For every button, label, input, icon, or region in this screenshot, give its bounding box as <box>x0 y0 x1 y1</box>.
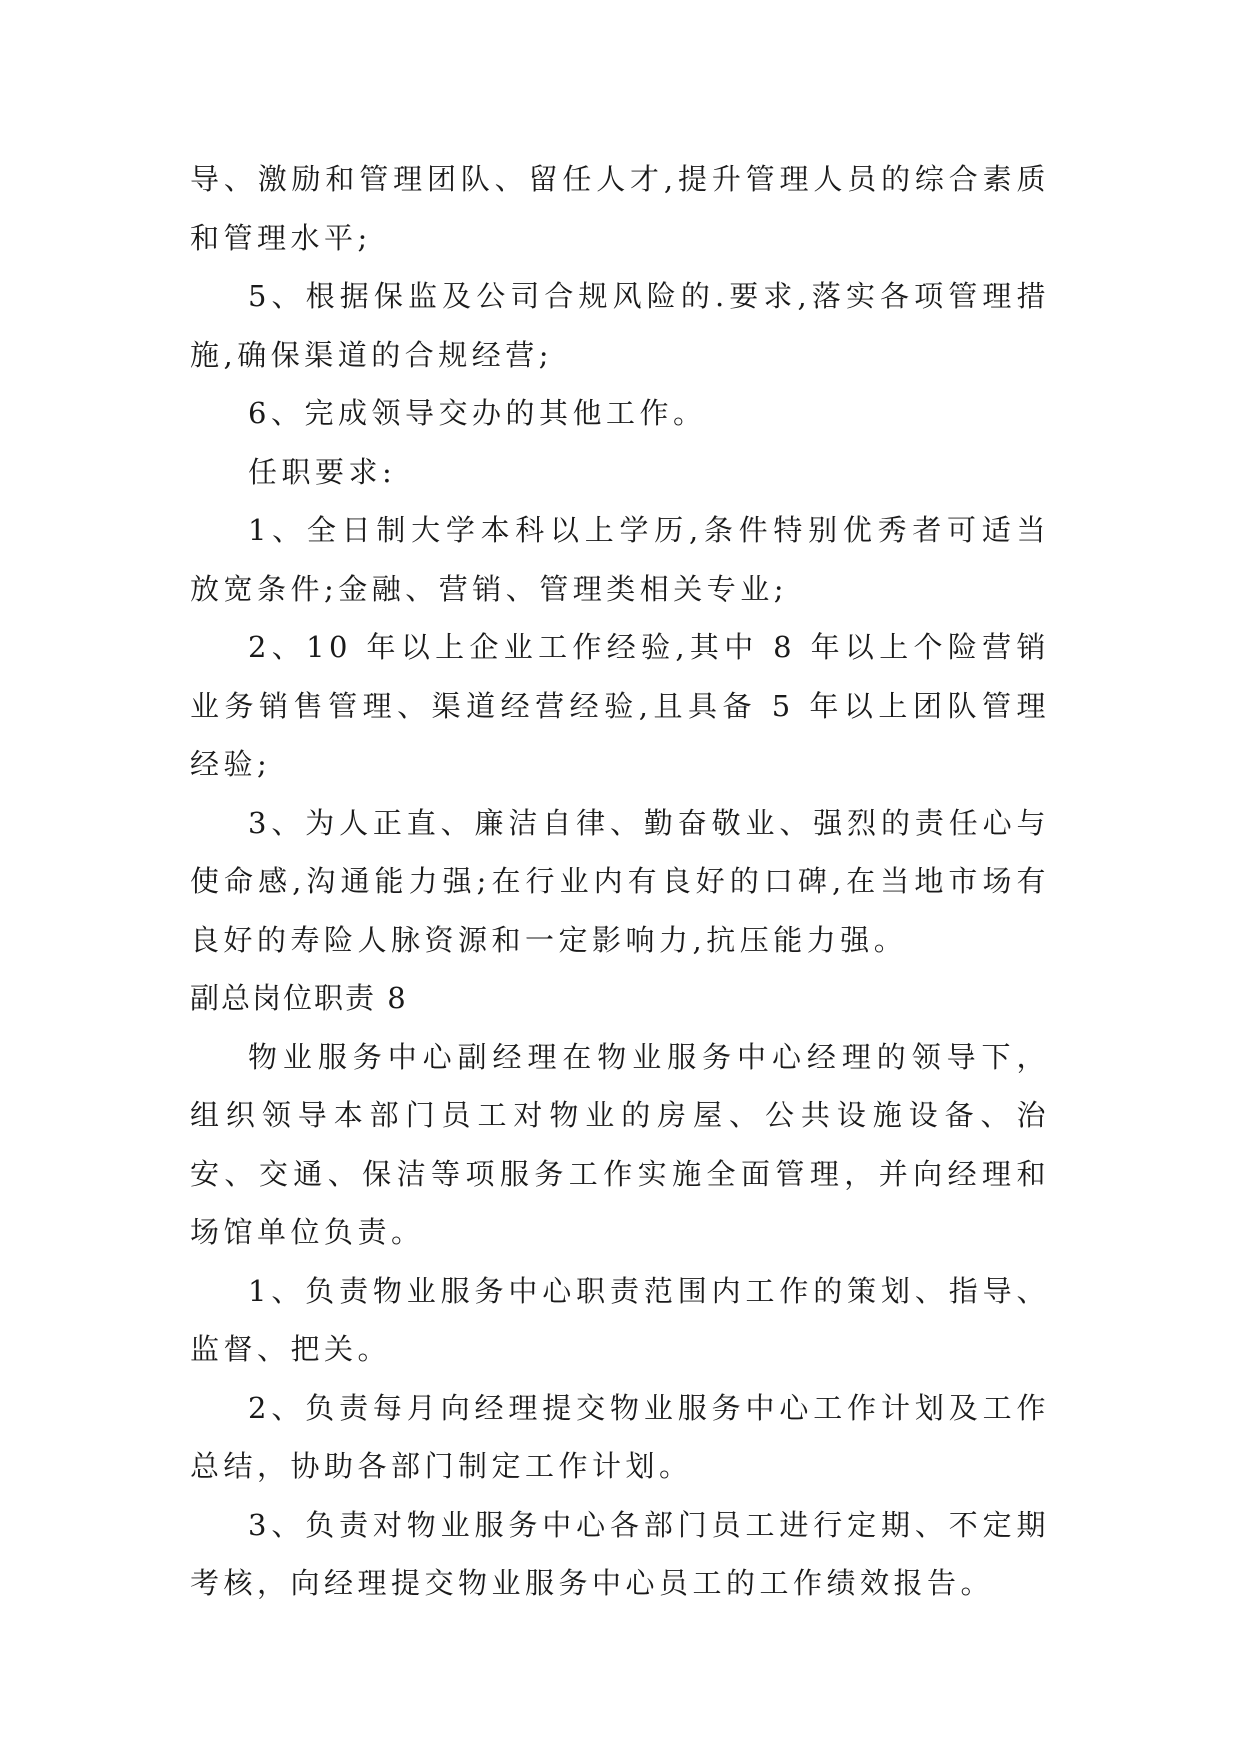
paragraph-requirements-label: 任职要求: <box>248 454 397 489</box>
paragraph-continued: 导、激励和管理团队、留任人才,提升管理人员的综合素质和管理水平; <box>190 162 1050 255</box>
section-intro-paragraph: 物业服务中心副经理在物业服务中心经理的领导下，组织领导本部门员工对物业的房屋、公共设施设备、治安、交通、保洁等项服务工作实施全面管理，并向经理和场馆单位负责。 <box>190 1039 1050 1249</box>
section-duty-3: 3、负责对物业服务中心各部门员工进行定期、不定期考核，向经理提交物业服务中心员工的工作绩效报告。 <box>190 1507 1050 1600</box>
section-heading: 副总岗位职责 8 <box>190 981 408 1015</box>
paragraph-item-6: 6、完成领导交办的其他工作。 <box>248 396 707 430</box>
paragraph-item-5: 5、根据保监及公司合规风险的.要求,落实各项管理措施,确保渠道的合规经营; <box>190 279 1050 372</box>
document-page <box>190 150 1050 1613</box>
paragraph-requirement-1: 1、全日制大学本科以上学历,条件特别优秀者可适当放宽条件;金融、营销、管理类相关专业; <box>190 513 1050 606</box>
section-duty-2: 2、负责每月向经理提交物业服务中心工作计划及工作总结，协助各部门制定工作计划。 <box>190 1390 1050 1483</box>
paragraph-requirement-3: 3、为人正直、廉洁自律、勤奋敬业、强烈的责任心与使命感,沟通能力强;在行业内有良好的口碑,在当地市场有良好的寿险人脉资源和一定影响力,抗压能力强。 <box>190 805 1050 957</box>
section-duty-1: 1、负责物业服务中心职责范围内工作的策划、指导、监督、把关。 <box>190 1273 1050 1366</box>
paragraph-requirement-2: 2、10 年以上企业工作经验,其中 8 年以上个险营销业务销售管理、渠道经营经验,且具备 5 年以上团队管理经验; <box>190 630 1050 781</box>
